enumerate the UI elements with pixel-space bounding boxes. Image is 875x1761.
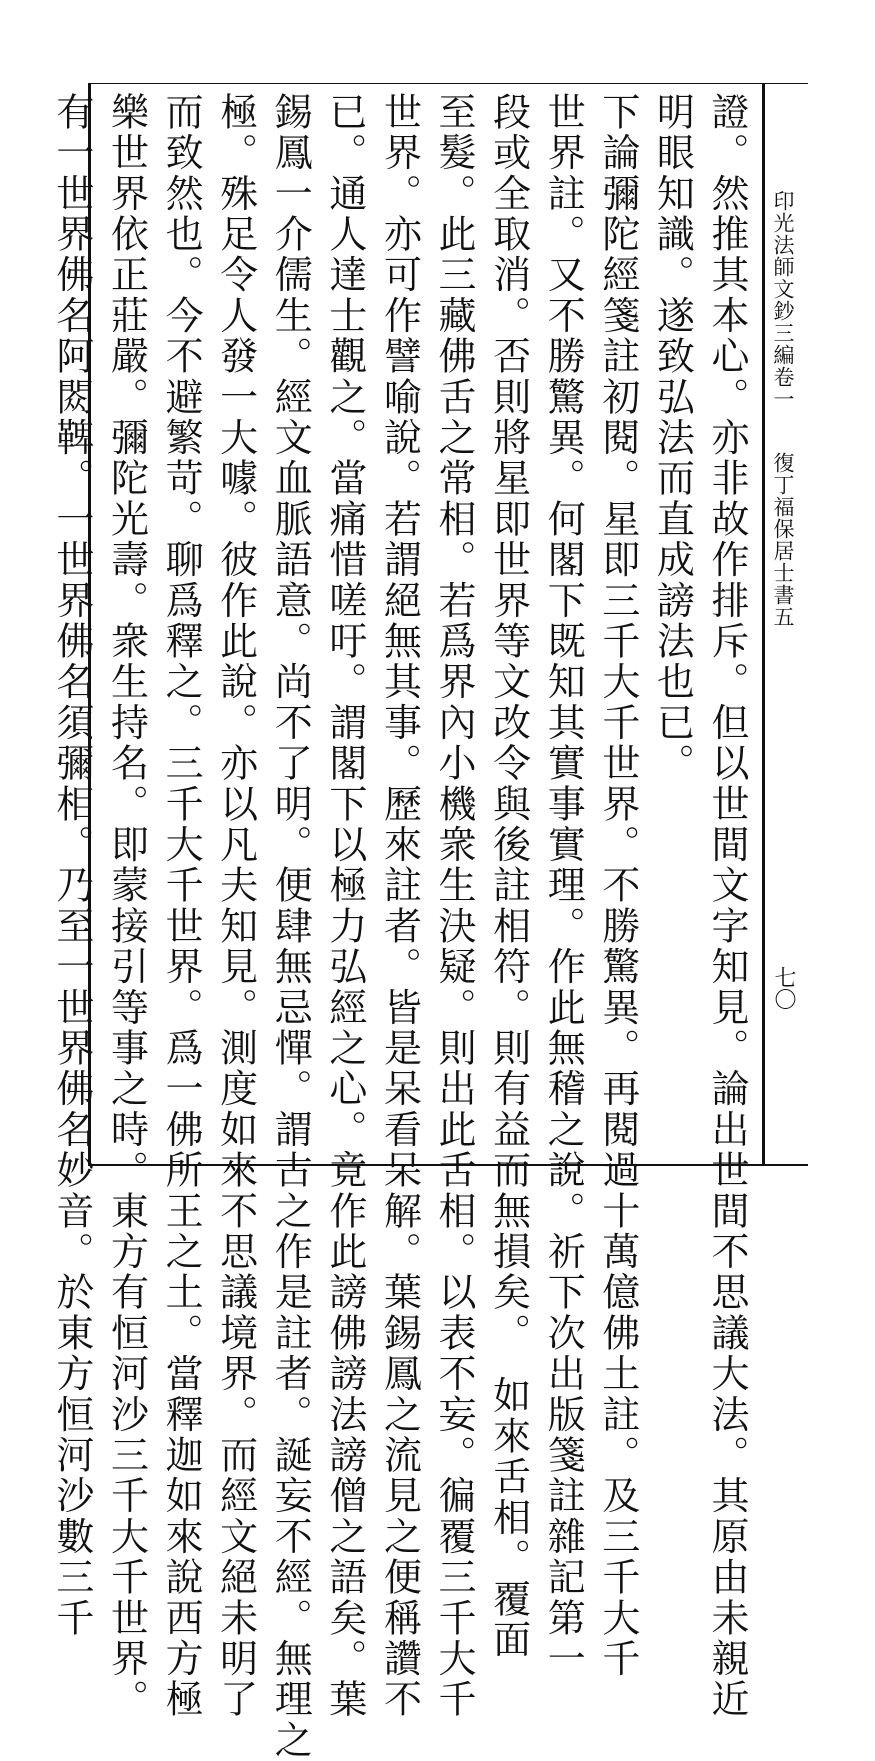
text-column: 至髮。此三藏佛舌之常相。若爲界內小機衆生決疑。則出此舌相。以表不妄。徧覆三千大千	[432, 92, 477, 1720]
text-column: 證。然推其本心。亦非故作排斥。但以世間文字知見。論出世間不思議大法。其原由未親近	[705, 92, 749, 1720]
text-column: 錫鳳一介儒生。經文血脈語意。尚不了明。便肆無忌憚。謂古之作是註者。誕妄不經。無理之	[268, 92, 313, 1761]
text-column: 極。殊足令人發一大噱。彼作此說。亦以凡夫知見。測度如來不思議境界。而經文絕未明了	[213, 92, 258, 1720]
text-column: 世界註。又不勝驚異。何閣下既知其實事實理。作此無稽之說。祈下次出版箋註雜記第一	[541, 92, 586, 1680]
book-title: 印光法師文鈔三編卷一	[771, 190, 795, 410]
text-column: 而致然也。今不避繁苛。聊爲釋之。三千大千世界。爲一佛所王之土。當釋迦如來說西方極	[159, 92, 204, 1720]
body-text	[49, 92, 754, 1761]
text-column: 段或全取消。否則將星即世界等文改令與後註相符。則有益而無損矣。 如來舌相。覆面	[486, 92, 531, 1661]
text-column: 已。通人達士觀之。當痛惜嗟吁。謂閣下以極力弘經之心。竟作此謗佛謗法謗僧之語矣。葉	[322, 92, 367, 1720]
text-column: 有一世界佛名阿閦鞞。一世界佛名須彌相。乃至一世界佛名妙音。於東方恒河沙數三千	[49, 92, 94, 1639]
page-number: 七〇	[771, 966, 796, 1010]
text-column: 樂世界依正莊嚴。彌陀光壽。衆生持名。即蒙接引等事之時。東方有恒河沙三千大千世界。	[104, 92, 149, 1720]
text-column: 世界。亦可作譬喻說。若謂絕無其事。歷來註者。皆是呆看呆解。葉錫鳳之流見之便稱讚不	[377, 92, 422, 1720]
text-column: 明眼知識。遂致弘法而直成謗法也已。	[650, 92, 695, 784]
text-column: 下論彌陀經箋註初閱。星即三千大千世界。不勝驚異。再閱過十萬億佛土註。及三千大千	[595, 92, 640, 1680]
letter-title: 復丁福保居士書五	[771, 452, 795, 628]
